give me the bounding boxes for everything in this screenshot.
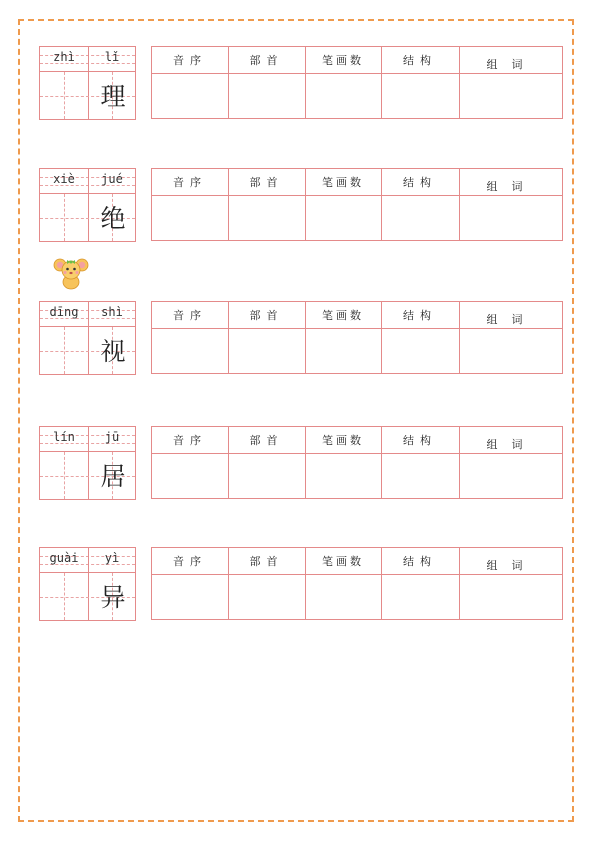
tianzige-grid <box>39 168 136 242</box>
header-zuci: 组词 <box>486 58 537 71</box>
pinyin-right: jū <box>104 430 120 444</box>
tianzige-grid <box>39 426 136 500</box>
header-bihuashu: 笔画数 <box>322 54 364 67</box>
pinyin-left: dīng <box>49 305 79 319</box>
header-zuci: 组词 <box>486 180 537 193</box>
header-bihuashu: 笔画数 <box>322 434 364 447</box>
header-jiegou: 结构 <box>403 176 437 189</box>
pinyin-right: yì <box>104 551 120 565</box>
pinyin-left: xiè <box>53 172 75 186</box>
header-bushou: 部首 <box>249 309 284 322</box>
header-yinxu: 音序 <box>173 555 207 568</box>
info-table <box>151 426 563 499</box>
hanzi-character: 视 <box>100 337 126 366</box>
character-row <box>39 301 564 376</box>
character-row <box>39 547 564 622</box>
info-table <box>151 168 563 241</box>
pinyin-right: jué <box>101 172 123 186</box>
pinyin-right: lǐ <box>104 50 120 64</box>
tianzige-grid <box>39 46 136 120</box>
header-zuci: 组词 <box>486 438 537 451</box>
header-bihuashu: 笔画数 <box>322 176 364 189</box>
page-border <box>18 19 574 822</box>
header-jiegou: 结构 <box>403 309 437 322</box>
info-table <box>151 547 563 620</box>
tianzige-grid <box>39 547 136 621</box>
hanzi-character: 居 <box>100 462 126 491</box>
info-table <box>151 301 563 374</box>
header-yinxu: 音序 <box>173 54 207 67</box>
pinyin-left: lín <box>53 430 75 444</box>
header-jiegou: 结构 <box>403 434 437 447</box>
character-row <box>39 46 564 121</box>
character-row <box>39 168 564 243</box>
pinyin-right: shì <box>101 305 123 319</box>
hanzi-character: 绝 <box>100 204 126 233</box>
header-yinxu: 音序 <box>173 176 207 189</box>
tianzige-grid <box>39 301 136 375</box>
header-yinxu: 音序 <box>173 309 207 322</box>
header-zuci: 组词 <box>486 559 537 572</box>
header-zuci: 组词 <box>486 313 537 326</box>
header-bushou: 部首 <box>249 176 284 189</box>
info-table <box>151 46 563 119</box>
header-bushou: 部首 <box>249 555 284 568</box>
hanzi-character: 理 <box>100 82 126 111</box>
header-bihuashu: 笔画数 <box>322 309 364 322</box>
character-row <box>39 426 564 501</box>
header-jiegou: 结构 <box>403 555 437 568</box>
pinyin-left: guài <box>49 551 79 565</box>
cartoon-mouse-sticker <box>53 256 89 290</box>
header-bushou: 部首 <box>249 434 284 447</box>
hanzi-character: 异 <box>100 583 126 612</box>
header-jiegou: 结构 <box>403 54 437 67</box>
pinyin-left: zhì <box>53 50 75 64</box>
header-yinxu: 音序 <box>173 434 207 447</box>
header-bihuashu: 笔画数 <box>322 555 364 568</box>
header-bushou: 部首 <box>249 54 284 67</box>
